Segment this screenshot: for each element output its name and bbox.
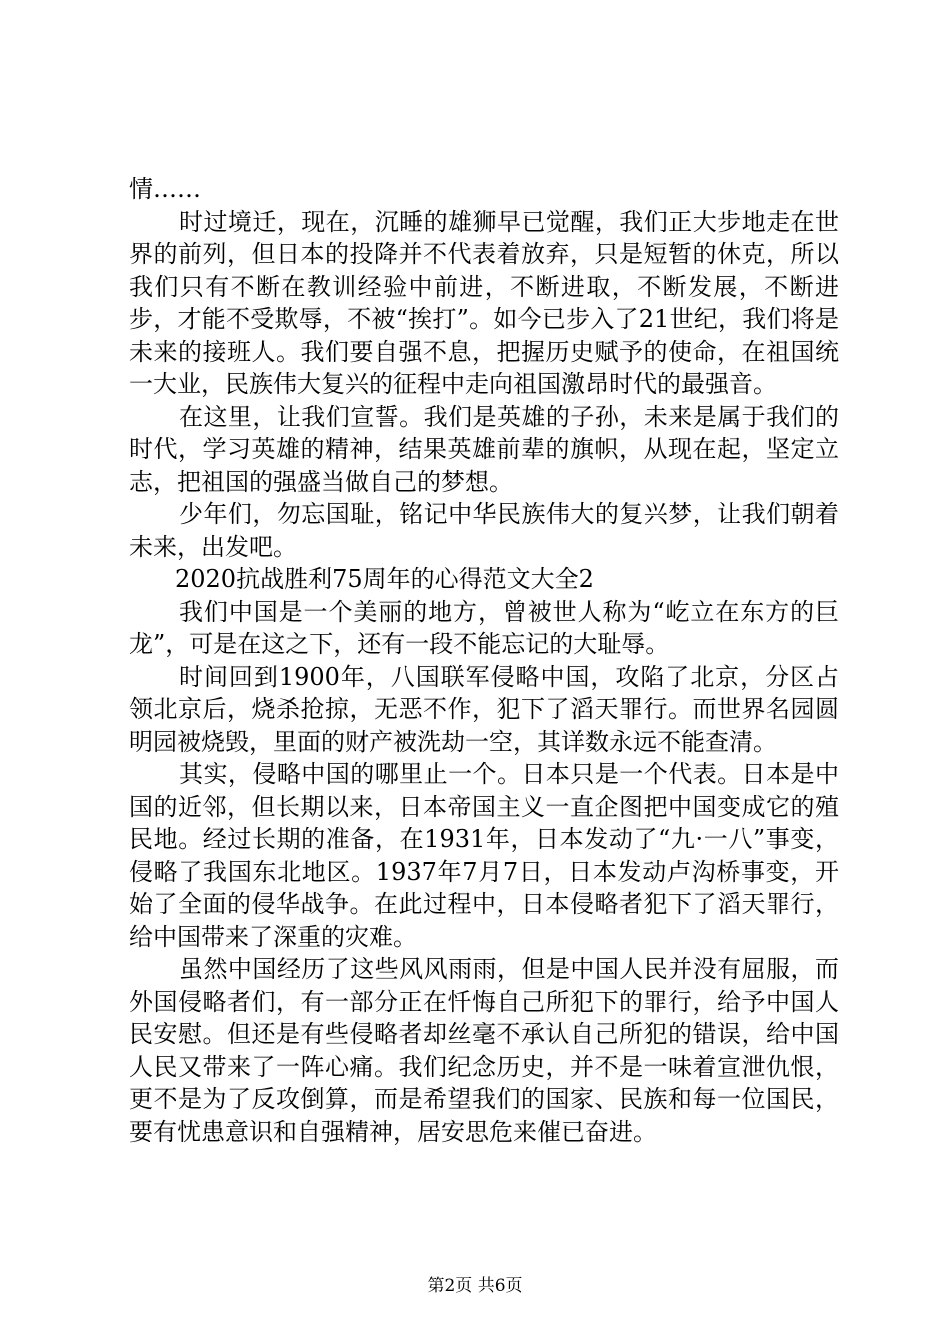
paragraph: 我们中国是一个美丽的地方，曾被世人称为“屹立在东方的巨龙”，可是在这之下，还有一段不能忘记的大耻辱。 — [129, 597, 839, 658]
section-heading: 2020抗战胜利75周年的心得范文大全2 — [175, 565, 594, 593]
paragraph-continuation: 情…… — [129, 175, 201, 203]
paragraph: 其实，侵略中国的哪里止一个。日本只是一个代表。日本是中国的近邻，但长期以来，日本帝国主义一直企图把中国变成它的殖民地。经过长期的准备，在1931年，日本发动了“九·一八”事变，侵略了我国东北地区。1937年7月7日，日本发动卢沟桥事变，开始了全面的侵华战争。在此过程中，日本侵略者犯下了滔天罪行，给中国带来了深重的灾难。 — [129, 760, 839, 951]
paragraph: 少年们，勿忘国耻，铭记中华民族伟大的复兴梦，让我们朝着未来，出发吧。 — [129, 500, 839, 561]
page-number-footer: 第2页 共6页 — [427, 1276, 523, 1296]
paragraph: 在这里，让我们宣誓。我们是英雄的子孙，未来是属于我们的时代，学习英雄的精神，结果英雄前辈的旗帜，从现在起，坚定立志，把祖国的强盛当做自己的梦想。 — [129, 402, 839, 496]
document-body — [129, 173, 839, 1148]
paragraph: 时过境迁，现在，沉睡的雄狮早已觉醒，我们正大步地走在世界的前列，但日本的投降并不代表着放弃，只是短暂的休克，所以我们只有不断在教训经验中前进，不断进取，不断发展，不断进步，才能不受欺辱，不被“挨打”。如今已步入了21世纪，我们将是未来的接班人。我们要自强不息，把握历史赋予的使命，在祖国统一大业，民族伟大复兴的征程中走向祖国激昂时代的最强音。 — [129, 207, 839, 398]
paragraph: 虽然中国经历了这些风风雨雨，但是中国人民并没有屈服，而外国侵略者们，有一部分正在忏悔自己所犯下的罪行，给予中国人民安慰。但还是有些侵略者却丝毫不承认自己所犯的错误，给中国人民又带来了一阵心痛。我们纪念历史，并不是一味着宣泄仇恨，更不是为了反攻倒算，而是希望我们的国家、民族和每一位国民，要有忧患意识和自强精神，居安思危来催已奋进。 — [129, 955, 839, 1146]
paragraph: 时间回到1900年，八国联军侵略中国，攻陷了北京，分区占领北京后，烧杀抢掠，无恶不作，犯下了滔天罪行。而世界名园圆明园被烧毁，里面的财产被洗劫一空，其详数永远不能查清。 — [129, 662, 839, 756]
